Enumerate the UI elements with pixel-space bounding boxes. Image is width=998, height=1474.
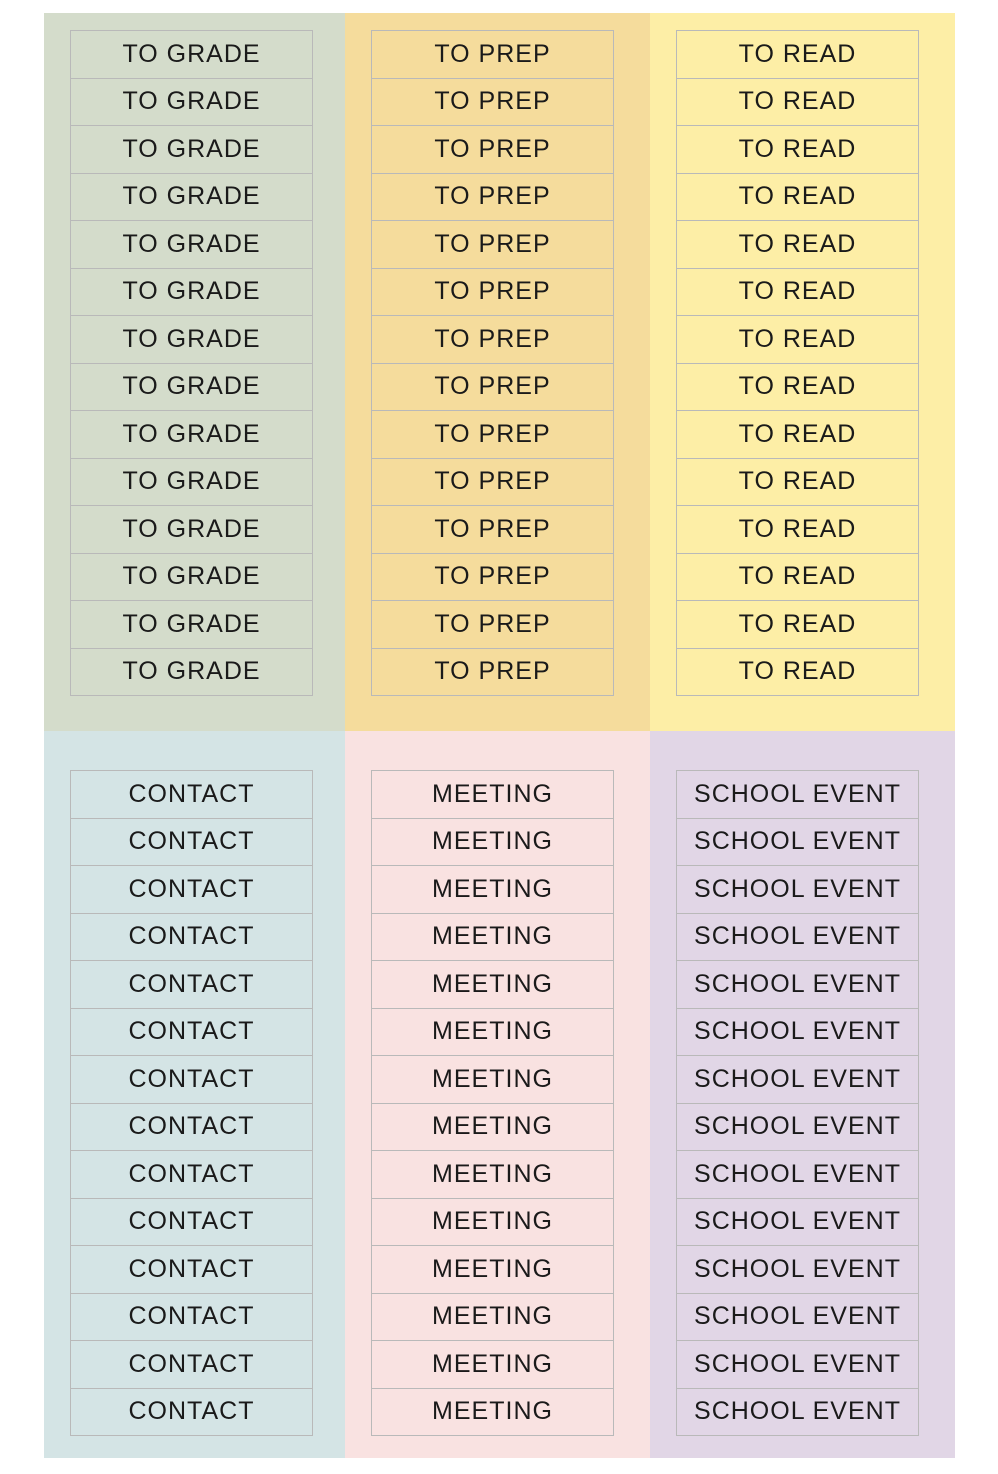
- contact-label: CONTACT: [71, 1389, 312, 1437]
- contact-label: CONTACT: [71, 914, 312, 962]
- contact-label: CONTACT: [71, 1056, 312, 1104]
- to-grade-label: TO GRADE: [71, 174, 312, 222]
- meeting-label: MEETING: [372, 1199, 613, 1247]
- school-event-label: SCHOOL EVENT: [677, 819, 918, 867]
- contact-label: CONTACT: [71, 819, 312, 867]
- school-event-label: SCHOOL EVENT: [677, 1104, 918, 1152]
- to-read-label: TO READ: [677, 506, 918, 554]
- contact-label-list: [70, 770, 313, 1436]
- to-read-panel: [650, 13, 955, 731]
- school-event-label: SCHOOL EVENT: [677, 1294, 918, 1342]
- to-grade-label: TO GRADE: [71, 649, 312, 697]
- school-event-label: SCHOOL EVENT: [677, 1246, 918, 1294]
- contact-label: CONTACT: [71, 1199, 312, 1247]
- school-event-label: SCHOOL EVENT: [677, 1056, 918, 1104]
- contact-label: CONTACT: [71, 1341, 312, 1389]
- meeting-label: MEETING: [372, 1104, 613, 1152]
- to-grade-label: TO GRADE: [71, 364, 312, 412]
- to-prep-label: TO PREP: [372, 459, 613, 507]
- school-event-label: SCHOOL EVENT: [677, 1151, 918, 1199]
- meeting-label: MEETING: [372, 1009, 613, 1057]
- contact-label: CONTACT: [71, 866, 312, 914]
- school-event-label: SCHOOL EVENT: [677, 771, 918, 819]
- to-read-label: TO READ: [677, 554, 918, 602]
- contact-label: CONTACT: [71, 1151, 312, 1199]
- meeting-label: MEETING: [372, 1056, 613, 1104]
- to-prep-label: TO PREP: [372, 31, 613, 79]
- to-read-label: TO READ: [677, 601, 918, 649]
- to-grade-label-list: [70, 30, 313, 696]
- contact-label: CONTACT: [71, 1246, 312, 1294]
- to-read-label: TO READ: [677, 411, 918, 459]
- to-grade-label: TO GRADE: [71, 269, 312, 317]
- meeting-label: MEETING: [372, 866, 613, 914]
- to-grade-label: TO GRADE: [71, 126, 312, 174]
- to-grade-label: TO GRADE: [71, 316, 312, 364]
- school-event-panel: [650, 731, 955, 1458]
- school-event-label: SCHOOL EVENT: [677, 1389, 918, 1437]
- contact-label: CONTACT: [71, 961, 312, 1009]
- meeting-label: MEETING: [372, 1389, 613, 1437]
- to-prep-label: TO PREP: [372, 601, 613, 649]
- to-prep-panel: [345, 13, 650, 731]
- to-grade-label: TO GRADE: [71, 459, 312, 507]
- meeting-label-list: [371, 770, 614, 1436]
- to-read-label: TO READ: [677, 126, 918, 174]
- school-event-label: SCHOOL EVENT: [677, 1199, 918, 1247]
- to-grade-label: TO GRADE: [71, 506, 312, 554]
- to-grade-label: TO GRADE: [71, 31, 312, 79]
- to-read-label: TO READ: [677, 174, 918, 222]
- to-grade-label: TO GRADE: [71, 411, 312, 459]
- school-event-label: SCHOOL EVENT: [677, 961, 918, 1009]
- to-read-label: TO READ: [677, 316, 918, 364]
- contact-panel: [44, 731, 349, 1458]
- to-read-label: TO READ: [677, 364, 918, 412]
- contact-label: CONTACT: [71, 1294, 312, 1342]
- contact-label: CONTACT: [71, 1009, 312, 1057]
- to-prep-label: TO PREP: [372, 126, 613, 174]
- to-prep-label: TO PREP: [372, 411, 613, 459]
- to-read-label: TO READ: [677, 649, 918, 697]
- to-grade-label: TO GRADE: [71, 601, 312, 649]
- to-prep-label: TO PREP: [372, 79, 613, 127]
- contact-label: CONTACT: [71, 1104, 312, 1152]
- school-event-label-list: [676, 770, 919, 1436]
- to-prep-label: TO PREP: [372, 316, 613, 364]
- contact-label: CONTACT: [71, 771, 312, 819]
- to-grade-label: TO GRADE: [71, 554, 312, 602]
- to-read-label-list: [676, 30, 919, 696]
- meeting-label: MEETING: [372, 1341, 613, 1389]
- school-event-label: SCHOOL EVENT: [677, 914, 918, 962]
- to-prep-label: TO PREP: [372, 364, 613, 412]
- school-event-label: SCHOOL EVENT: [677, 1341, 918, 1389]
- to-read-label: TO READ: [677, 221, 918, 269]
- to-read-label: TO READ: [677, 269, 918, 317]
- meeting-panel: [345, 731, 650, 1458]
- meeting-label: MEETING: [372, 1151, 613, 1199]
- meeting-label: MEETING: [372, 771, 613, 819]
- to-grade-panel: [44, 13, 349, 731]
- school-event-label: SCHOOL EVENT: [677, 866, 918, 914]
- meeting-label: MEETING: [372, 914, 613, 962]
- to-read-label: TO READ: [677, 31, 918, 79]
- to-read-label: TO READ: [677, 79, 918, 127]
- to-prep-label: TO PREP: [372, 554, 613, 602]
- to-prep-label: TO PREP: [372, 649, 613, 697]
- school-event-label: SCHOOL EVENT: [677, 1009, 918, 1057]
- to-grade-label: TO GRADE: [71, 221, 312, 269]
- meeting-label: MEETING: [372, 819, 613, 867]
- meeting-label: MEETING: [372, 1246, 613, 1294]
- to-read-label: TO READ: [677, 459, 918, 507]
- to-prep-label: TO PREP: [372, 174, 613, 222]
- to-prep-label-list: [371, 30, 614, 696]
- meeting-label: MEETING: [372, 1294, 613, 1342]
- to-grade-label: TO GRADE: [71, 79, 312, 127]
- meeting-label: MEETING: [372, 961, 613, 1009]
- to-prep-label: TO PREP: [372, 506, 613, 554]
- to-prep-label: TO PREP: [372, 269, 613, 317]
- to-prep-label: TO PREP: [372, 221, 613, 269]
